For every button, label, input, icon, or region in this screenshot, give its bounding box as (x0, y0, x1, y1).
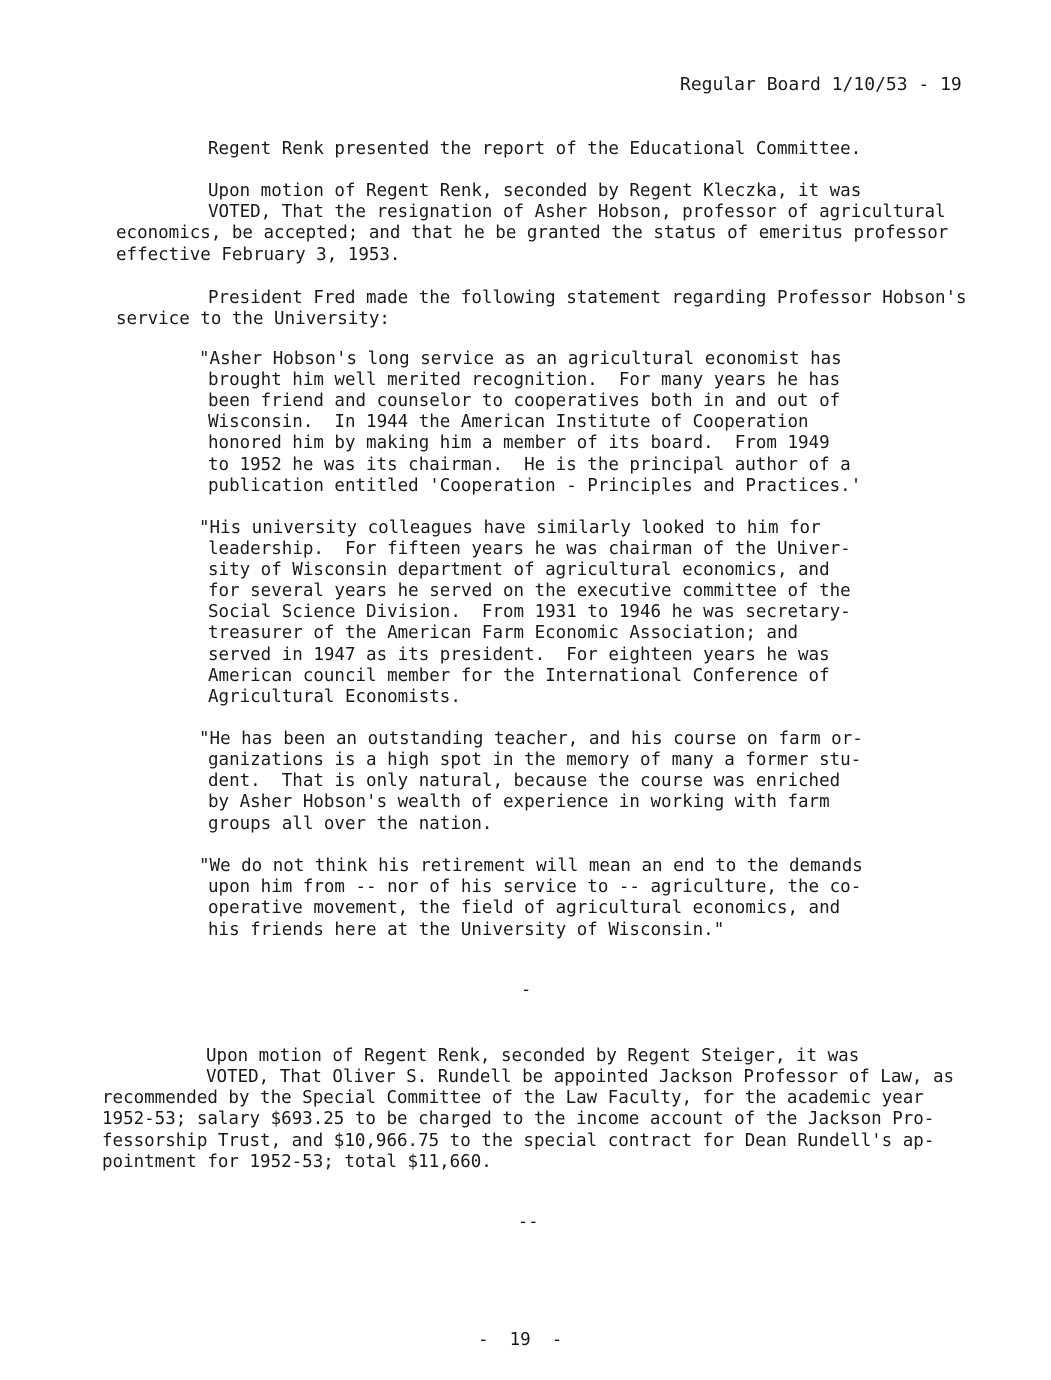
quote2-line: Social Science Division. From 1931 to 1946 he was secretary- (208, 602, 851, 622)
page-number: - 19 - (478, 1330, 563, 1350)
quote4-line: operative movement, the field of agricultural economics, and (208, 898, 841, 918)
motion2-line: VOTED, That Oliver S. Rundell be appointed Jackson Professor of Law, as (206, 1067, 955, 1087)
motion2-line: pointment for 1952-53; total $11,660. (102, 1152, 492, 1172)
intro-paragraph: Regent Renk presented the report of the Educational Committee. (208, 139, 862, 159)
statement-intro-line: President Fred made the following statement regarding Professor Hobson's (208, 288, 967, 308)
quote3-line: groups all over the nation. (208, 814, 493, 834)
quote2-line: Agricultural Economists. (208, 687, 461, 707)
section-separator: -- (518, 1212, 539, 1232)
quote2-line: sity of Wisconsin department of agricultural economics, and (208, 560, 830, 580)
quote1-line: been friend and counselor to cooperatives both in and out of (208, 391, 841, 411)
motion2-line: fessorship Trust, and $10,966.75 to the special contract for Dean Rundell's ap- (102, 1131, 935, 1151)
quote2-line: leadership. For fifteen years he was chairman of the Univer- (208, 539, 851, 559)
quote3-line: by Asher Hobson's wealth of experience in working with farm (208, 792, 830, 812)
quote4-line: upon him from -- nor of his service to -- agriculture, the co- (208, 877, 862, 897)
quote1-line: brought him well merited recognition. For many years he has (208, 370, 841, 390)
quote3-line: "He has been an outstanding teacher, and his course on farm or- (199, 729, 863, 749)
quote1-line: honored him by making him a member of its board. From 1949 (208, 433, 830, 453)
quote3-line: ganizations is a high spot in the memory of many a former stu- (208, 750, 862, 770)
quote2-line: treasurer of the American Farm Economic Association; and (208, 623, 799, 643)
quote1-line: "Asher Hobson's long service as an agricultural economist has (199, 349, 842, 369)
motion1-line: economics, be accepted; and that he be granted the status of emeritus professor (116, 223, 949, 243)
motion2-line: recommended by the Special Committee of the Law Faculty, for the academic year (102, 1088, 924, 1108)
motion1-line: VOTED, That the resignation of Asher Hobson, professor of agricultural (208, 202, 946, 222)
quote2-line: American council member for the International Conference of (208, 666, 830, 686)
motion1-line: effective February 3, 1953. (116, 245, 401, 265)
quote1-line: publication entitled 'Cooperation - Principles and Practices.' (208, 476, 862, 496)
quote2-line: "His university colleagues have similarly looked to him for (199, 518, 821, 538)
section-separator: - (521, 980, 532, 1000)
motion2-line: 1952-53; salary $693.25 to be charged to the income account of the Jackson Pro- (102, 1109, 935, 1129)
quote2-line: served in 1947 as its president. For eighteen years he was (208, 645, 830, 665)
quote4-line: his friends here at the University of Wisconsin." (208, 920, 725, 940)
quote3-line: dent. That is only natural, because the course was enriched (208, 771, 841, 791)
quote1-line: to 1952 he was its chairman. He is the principal author of a (208, 455, 851, 475)
page-header: Regular Board 1/10/53 - 19 (680, 74, 962, 95)
quote4-line: "We do not think his retirement will mean an end to the demands (199, 856, 863, 876)
statement-intro-line: service to the University: (116, 309, 390, 329)
quote1-line: Wisconsin. In 1944 the American Institute of Cooperation (208, 412, 809, 432)
motion1-line: Upon motion of Regent Renk, seconded by Regent Kleczka, it was (208, 181, 862, 201)
motion2-line: Upon motion of Regent Renk, seconded by Regent Steiger, it was (206, 1046, 860, 1066)
quote2-line: for several years he served on the executive committee of the (208, 581, 851, 601)
